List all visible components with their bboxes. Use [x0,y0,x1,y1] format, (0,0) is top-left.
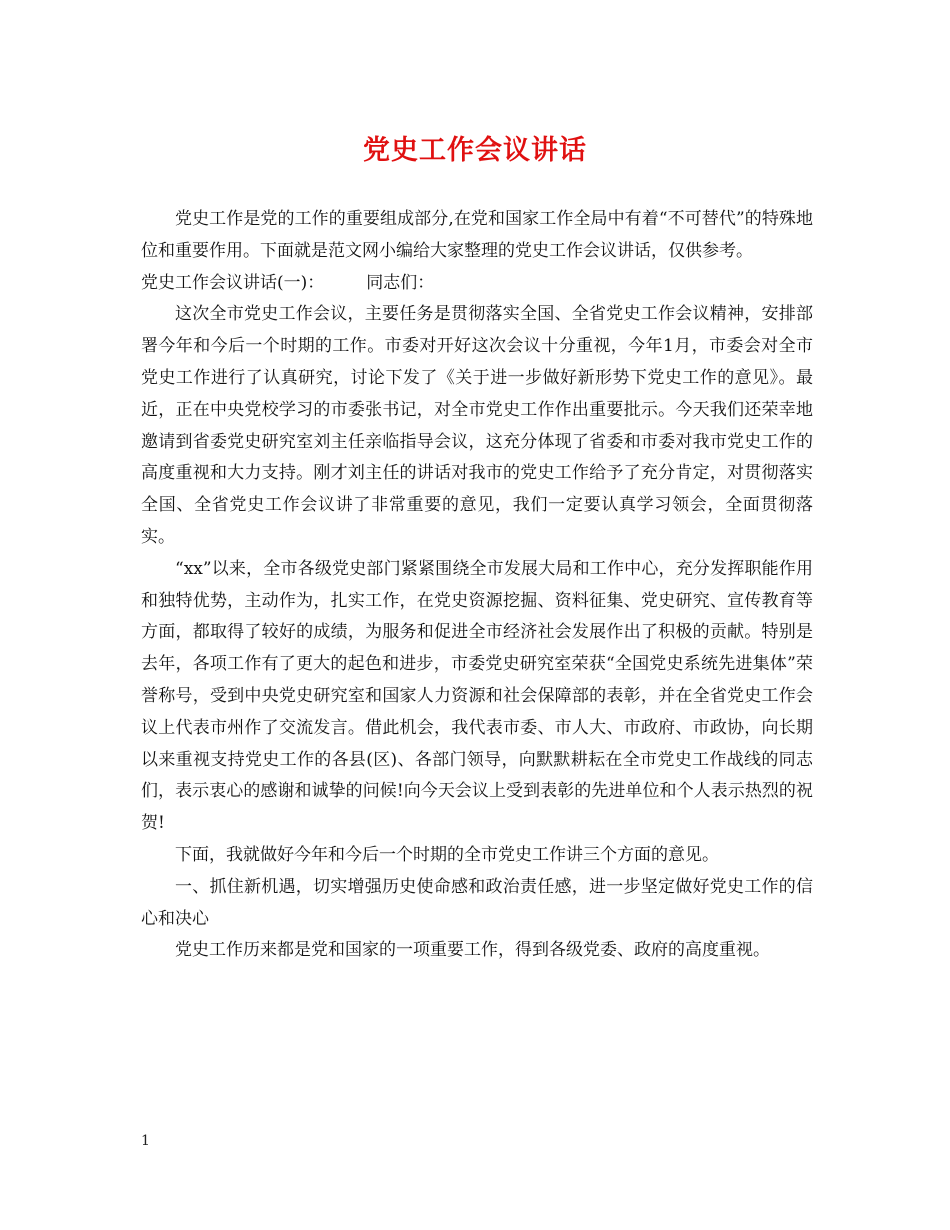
section-heading: 党史工作会议讲话(一)： [141,272,325,293]
body-heading-1: 一、抓住新机遇，切实增强历史使命感和政治责任感，进一步坚定做好党史工作的信心和决心 [141,876,813,929]
body-paragraph-1: 这次全市党史工作会议，主要任务是贯彻落实全国、全省党史工作会议精神，安排部署今年和今后一个时期的工作。市委对开好这次会议十分重视，今年1月，市委会对全市党史工作进行了认真研究，讨论下发了《关于进一步做好新形势下党史工作的意见》。最近，正在中央党校学习的市委张书记，对全市党史工作作出重要批示。今天我们还荣幸地邀请到省委党史研究室刘主任亲临指导会议，这充分体现了省委和市委对我市党史工作的高度重视和大力支持。刚才刘主任的讲话对我市的党史工作给予了充分肯定，对贯彻落实全国、全省党史工作会议讲了非常重要的意见，我们一定要认真学习领会，全面贯彻落实。 [141,304,813,547]
body-paragraph-4: 党史工作历来都是党和国家的一项重要工作，得到各级党委、政府的高度重视。 [175,940,770,961]
salutation: 同志们： [366,272,435,293]
section-heading-line [141,268,813,300]
body-paragraph-3: 下面，我就做好今年和今后一个时期的全市党史工作讲三个方面的意见。 [175,844,719,865]
body-paragraph-2: “xx”以来，全市各级党史部门紧紧围绕全市发展大局和工作中心，充分发挥职能作用和独特优势，主动作为，扎实工作，在党史资源挖掘、资料征集、党史研究、宣传教育等方面，都取得了较好的成绩，为服务和促进全市经济社会发展作出了积极的贡献。特别是去年，各项工作有了更大的起色和进步，市委党史研究室荣获“全国党史系统先进集体”荣誉称号，受到中央党史研究室和国家人力资源和社会保障部的表彰，并在全省党史工作会议上代表市州作了交流发言。借此机会，我代表市委、市人大、市政府、市政协，向长期以来重视支持党史工作的各县(区)、各部门领导，向默默耕耘在全市党史工作战线的同志们，表示衷心的感谢和诚挚的问候!向今天会议上受到表彰的先进单位和个人表示热烈的祝贺! [141,558,813,834]
page-number: 1 [141,1133,150,1149]
document-body [141,204,813,967]
page-title: 党史工作会议讲话 [363,135,587,166]
intro-paragraph: 党史工作是党的工作的重要组成部分,在党和国家工作全局中有着“不可替代”的特殊地位和重要作用。下面就是范文网小编给大家整理的党史工作会议讲话，仅供参考。 [141,209,813,261]
